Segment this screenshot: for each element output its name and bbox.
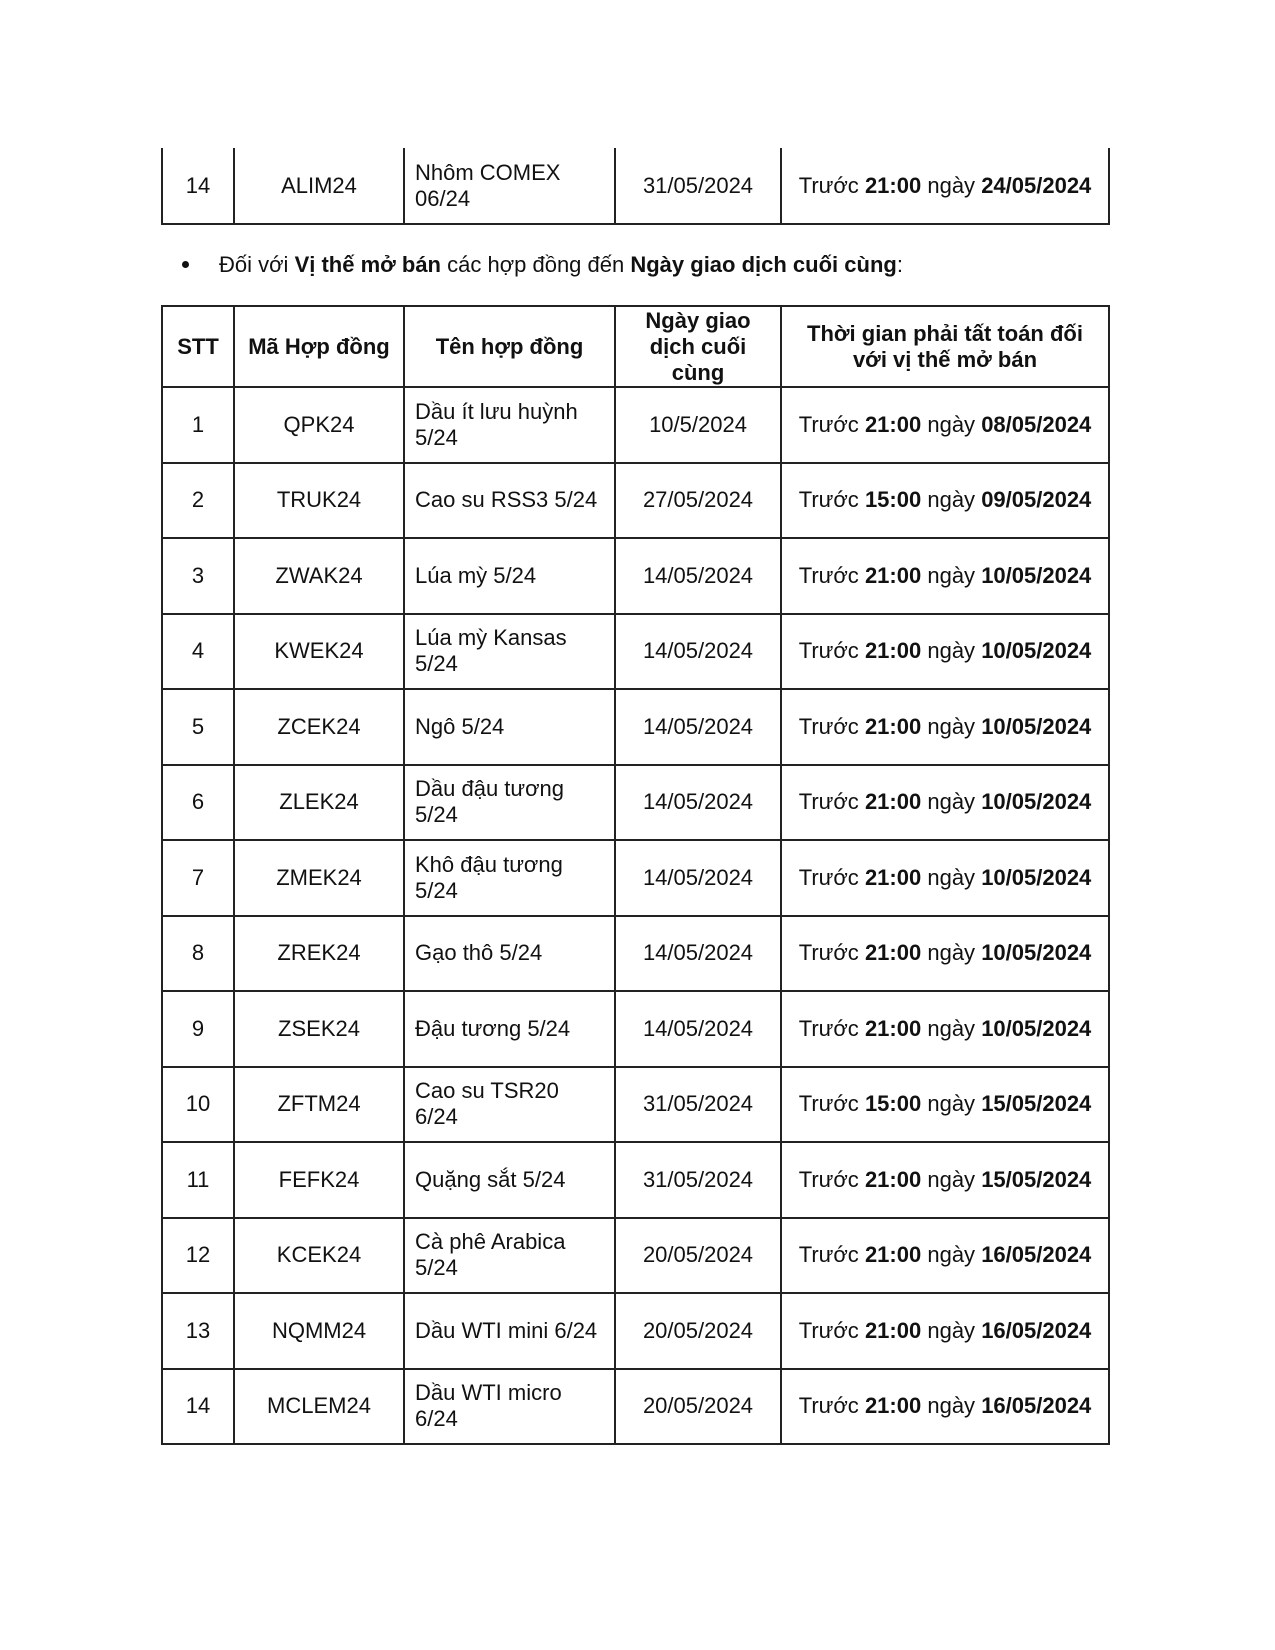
deadline-time: 21:00 — [864, 1317, 922, 1343]
bullet-paragraph — [182, 250, 903, 280]
stt-cell: 10 — [162, 1067, 234, 1143]
stt-cell: 13 — [162, 1293, 234, 1369]
table-row — [162, 1369, 1109, 1445]
stt-cell: 3 — [162, 538, 234, 614]
name-cell: Đậu tương 5/24 — [404, 991, 615, 1067]
deadline-prefix: Trước — [798, 789, 859, 815]
deadline-time: 21:00 — [864, 1015, 922, 1041]
deadline-time: 21:00 — [864, 1242, 922, 1268]
code-cell: ZCEK24 — [234, 689, 404, 765]
code-cell: ALIM24 — [234, 148, 404, 224]
deadline-prefix: Trước — [798, 864, 859, 890]
continued-table — [161, 148, 1110, 225]
stt-cell: 9 — [162, 991, 234, 1067]
stt-cell: 4 — [162, 614, 234, 690]
deadline-date: 08/05/2024 — [981, 411, 1092, 437]
table-row — [162, 1142, 1109, 1218]
table-row — [162, 991, 1109, 1067]
header-stt: STT — [162, 306, 234, 387]
table-row — [162, 614, 1109, 690]
code-cell: ZWAK24 — [234, 538, 404, 614]
deadline-prefix: Trước — [798, 1242, 859, 1268]
deadline-time: 15:00 — [864, 1091, 922, 1117]
deadline-time: 15:00 — [864, 487, 922, 513]
table-row — [162, 148, 1109, 224]
deadline-date: 10/05/2024 — [981, 789, 1092, 815]
last-trade-date-cell: 14/05/2024 — [615, 538, 781, 614]
deadline-mid: ngày — [927, 864, 976, 890]
header-deadline: Thời gian phải tất toán đối với vị thế mở bán — [781, 306, 1109, 387]
header-code: Mã Hợp đồng — [234, 306, 404, 387]
stt-cell: 1 — [162, 387, 234, 463]
code-cell: ZREK24 — [234, 916, 404, 992]
deadline-cell — [781, 840, 1109, 916]
deadline-date: 10/05/2024 — [981, 940, 1092, 966]
bullet-text-4: Ngày giao dịch cuối cùng — [630, 252, 897, 277]
table-row — [162, 689, 1109, 765]
header-last-trade-date: Ngày giao dịch cuối cùng — [615, 306, 781, 387]
name-cell: Ngô 5/24 — [404, 689, 615, 765]
deadline-cell — [781, 991, 1109, 1067]
deadline-time: 21:00 — [864, 172, 922, 198]
table-row — [162, 765, 1109, 841]
name-cell: Gạo thô 5/24 — [404, 916, 615, 992]
deadline-mid: ngày — [927, 1242, 976, 1268]
name-cell: Quặng sắt 5/24 — [404, 1142, 615, 1218]
deadline-date: 09/05/2024 — [981, 487, 1092, 513]
deadline-mid: ngày — [927, 940, 976, 966]
name-cell: Lúa mỳ Kansas 5/24 — [404, 614, 615, 690]
deadline-mid: ngày — [927, 638, 976, 664]
table-row — [162, 1293, 1109, 1369]
deadline-prefix: Trước — [798, 940, 859, 966]
stt-cell: 8 — [162, 916, 234, 992]
last-trade-date-cell: 14/05/2024 — [615, 916, 781, 992]
deadline-prefix: Trước — [798, 713, 859, 739]
stt-cell: 14 — [162, 148, 234, 224]
code-cell: TRUK24 — [234, 463, 404, 539]
name-cell: Cà phê Arabica 5/24 — [404, 1218, 615, 1294]
stt-cell: 12 — [162, 1218, 234, 1294]
deadline-date: 15/05/2024 — [981, 1166, 1092, 1192]
code-cell: KWEK24 — [234, 614, 404, 690]
table-row — [162, 387, 1109, 463]
deadline-date: 10/05/2024 — [981, 713, 1092, 739]
last-trade-date-cell: 20/05/2024 — [615, 1293, 781, 1369]
last-trade-date-cell: 14/05/2024 — [615, 765, 781, 841]
deadline-prefix: Trước — [798, 1166, 859, 1192]
header-row — [162, 306, 1109, 387]
deadline-time: 21:00 — [864, 411, 922, 437]
code-cell: QPK24 — [234, 387, 404, 463]
deadline-mid: ngày — [927, 1015, 976, 1041]
deadline-date: 16/05/2024 — [981, 1317, 1092, 1343]
deadline-cell — [781, 1067, 1109, 1143]
table-row — [162, 916, 1109, 992]
deadline-time: 21:00 — [864, 1393, 922, 1419]
deadline-time: 21:00 — [864, 1166, 922, 1192]
code-cell: ZMEK24 — [234, 840, 404, 916]
stt-cell: 11 — [162, 1142, 234, 1218]
bullet-text-1: Đối với — [219, 252, 295, 277]
deadline-cell — [781, 916, 1109, 992]
deadline-prefix: Trước — [798, 487, 859, 513]
deadline-prefix: Trước — [798, 562, 859, 588]
contracts-table — [161, 305, 1110, 1445]
last-trade-date-cell: 14/05/2024 — [615, 614, 781, 690]
deadline-time: 21:00 — [864, 940, 922, 966]
stt-cell: 2 — [162, 463, 234, 539]
table-row — [162, 1067, 1109, 1143]
deadline-time: 21:00 — [864, 638, 922, 664]
deadline-mid: ngày — [927, 172, 976, 198]
last-trade-date-cell: 27/05/2024 — [615, 463, 781, 539]
code-cell: NQMM24 — [234, 1293, 404, 1369]
last-trade-date-cell: 20/05/2024 — [615, 1369, 781, 1445]
last-trade-date-cell: 14/05/2024 — [615, 689, 781, 765]
bullet-text-3: các hợp đồng đến — [441, 252, 631, 277]
deadline-cell — [781, 689, 1109, 765]
deadline-date: 10/05/2024 — [981, 638, 1092, 664]
last-trade-date-cell: 31/05/2024 — [615, 1142, 781, 1218]
deadline-cell — [781, 148, 1109, 224]
name-cell: Dầu WTI mini 6/24 — [404, 1293, 615, 1369]
last-trade-date-cell: 31/05/2024 — [615, 148, 781, 224]
table-row — [162, 538, 1109, 614]
deadline-time: 21:00 — [864, 562, 922, 588]
deadline-prefix: Trước — [798, 1015, 859, 1041]
deadline-mid: ngày — [927, 487, 976, 513]
deadline-date: 10/05/2024 — [981, 1015, 1092, 1041]
name-cell: Dầu WTI micro 6/24 — [404, 1369, 615, 1445]
deadline-time: 21:00 — [864, 713, 922, 739]
deadline-mid: ngày — [927, 789, 976, 815]
deadline-mid: ngày — [927, 1166, 976, 1192]
code-cell: ZLEK24 — [234, 765, 404, 841]
code-cell: KCEK24 — [234, 1218, 404, 1294]
last-trade-date-cell: 14/05/2024 — [615, 840, 781, 916]
deadline-date: 16/05/2024 — [981, 1393, 1092, 1419]
deadline-date: 10/05/2024 — [981, 562, 1092, 588]
deadline-date: 16/05/2024 — [981, 1242, 1092, 1268]
deadline-cell — [781, 1293, 1109, 1369]
table-row — [162, 840, 1109, 916]
deadline-prefix: Trước — [798, 1393, 859, 1419]
deadline-mid: ngày — [927, 562, 976, 588]
name-cell: Lúa mỳ 5/24 — [404, 538, 615, 614]
deadline-mid: ngày — [927, 1317, 976, 1343]
table-row — [162, 1218, 1109, 1294]
stt-cell: 5 — [162, 689, 234, 765]
stt-cell: 7 — [162, 840, 234, 916]
deadline-cell — [781, 765, 1109, 841]
deadline-prefix: Trước — [798, 638, 859, 664]
deadline-cell — [781, 1218, 1109, 1294]
deadline-cell — [781, 463, 1109, 539]
deadline-prefix: Trước — [798, 1091, 859, 1117]
bullet-text-5: : — [896, 252, 903, 277]
deadline-cell — [781, 387, 1109, 463]
last-trade-date-cell: 20/05/2024 — [615, 1218, 781, 1294]
deadline-cell — [781, 538, 1109, 614]
code-cell: MCLEM24 — [234, 1369, 404, 1445]
name-cell: Dầu đậu tương 5/24 — [404, 765, 615, 841]
deadline-mid: ngày — [927, 1091, 976, 1117]
table-row — [162, 463, 1109, 539]
bullet-text-2: Vị thế mở bán — [294, 252, 441, 277]
name-cell: Cao su RSS3 5/24 — [404, 463, 615, 539]
last-trade-date-cell: 14/05/2024 — [615, 991, 781, 1067]
name-cell: Khô đậu tương 5/24 — [404, 840, 615, 916]
code-cell: ZSEK24 — [234, 991, 404, 1067]
deadline-mid: ngày — [927, 713, 976, 739]
header-name: Tên hợp đồng — [404, 306, 615, 387]
bullet-icon — [182, 261, 189, 268]
deadline-prefix: Trước — [798, 172, 859, 198]
deadline-mid: ngày — [927, 1393, 976, 1419]
deadline-date: 15/05/2024 — [981, 1091, 1092, 1117]
deadline-time: 21:00 — [864, 789, 922, 815]
name-cell: Dầu ít lưu huỳnh 5/24 — [404, 387, 615, 463]
stt-cell: 14 — [162, 1369, 234, 1445]
last-trade-date-cell: 31/05/2024 — [615, 1067, 781, 1143]
deadline-cell — [781, 1369, 1109, 1445]
deadline-time: 21:00 — [864, 864, 922, 890]
deadline-date: 10/05/2024 — [981, 864, 1092, 890]
deadline-cell — [781, 614, 1109, 690]
name-cell: Nhôm COMEX 06/24 — [404, 148, 615, 224]
deadline-date: 24/05/2024 — [981, 172, 1092, 198]
name-cell: Cao su TSR20 6/24 — [404, 1067, 615, 1143]
stt-cell: 6 — [162, 765, 234, 841]
deadline-prefix: Trước — [798, 1317, 859, 1343]
last-trade-date-cell: 10/5/2024 — [615, 387, 781, 463]
code-cell: ZFTM24 — [234, 1067, 404, 1143]
code-cell: FEFK24 — [234, 1142, 404, 1218]
deadline-cell — [781, 1142, 1109, 1218]
deadline-mid: ngày — [927, 411, 976, 437]
deadline-prefix: Trước — [798, 411, 859, 437]
